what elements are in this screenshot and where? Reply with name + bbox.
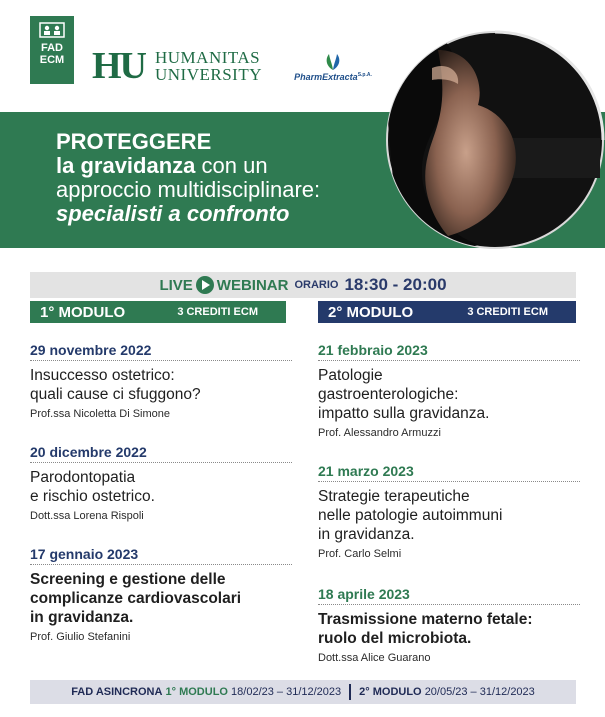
footer-m1-label: 1° MODULO — [165, 686, 228, 698]
session-title — [30, 570, 292, 627]
session-title-line: ruolo del microbiota. — [318, 630, 472, 647]
session-title-line: impatto sulla gravidanza. — [318, 405, 490, 422]
session-date: 21 marzo 2023 — [318, 463, 580, 482]
title-line2 — [56, 154, 416, 178]
module-2-credits: 3 CREDITI ECM — [467, 306, 548, 318]
live-label: LIVE — [159, 276, 193, 294]
session-title-line: Patologie — [318, 367, 383, 384]
pharm-name-text: PharmExtracta — [294, 72, 358, 82]
session-title-line: Parodontopatia — [30, 469, 136, 486]
webinar-label: WEBINAR — [216, 276, 289, 294]
people-icon — [39, 22, 65, 38]
module-2-name: 2° MODULO — [328, 303, 414, 321]
humanitas-line2: UNIVERSITY — [155, 65, 262, 84]
session-title — [318, 487, 580, 544]
pharm-suffix: S.p.A. — [357, 72, 372, 78]
humanitas-logo — [92, 46, 262, 86]
session-date: 20 dicembre 2022 — [30, 444, 292, 463]
humanitas-line1: HUMANITAS — [155, 48, 261, 67]
footer-divider — [349, 684, 351, 700]
session-speaker: Prof. Alessandro Armuzzi — [318, 427, 441, 439]
session-item — [30, 546, 292, 643]
session-title-line: e rischio ostetrico. — [30, 488, 155, 505]
session-title-line: quali cause ci sfuggono? — [30, 386, 201, 403]
session-date: 29 novembre 2022 — [30, 342, 292, 361]
session-title-line: Strategie terapeutiche — [318, 488, 470, 505]
title-line4: specialisti a confronto — [56, 201, 290, 226]
session-item — [318, 463, 580, 560]
session-title-line: in gravidanza. — [318, 526, 415, 543]
fad-asincrona-footer — [30, 680, 576, 704]
session-title-line: Trasmissione materno fetale: — [318, 611, 533, 628]
fad-label: FAD — [41, 42, 63, 54]
module-1-credits: 3 CREDITI ECM — [177, 306, 258, 318]
footer-m2-dates: 20/05/23 – 31/12/2023 — [424, 686, 535, 698]
big-letter: G — [490, 202, 498, 213]
play-icon — [196, 276, 214, 294]
session-title-line: nelle patologie autoimmuni — [318, 507, 503, 524]
session-title-line: complicanze cardiovascolari — [30, 590, 242, 607]
session-title-line: Screening e gestione delle — [30, 571, 226, 588]
module-1-header — [30, 301, 286, 323]
session-title — [30, 366, 292, 404]
session-item — [30, 444, 292, 522]
module-1-name: 1° MODULO — [40, 303, 126, 321]
footer-m2-label: 2° MODULO — [359, 686, 422, 698]
live-webinar-bar — [30, 272, 576, 298]
leaf-icon — [322, 52, 344, 72]
session-title-line: Insuccesso ostetrico: — [30, 367, 175, 384]
title-line2-rest: con un — [195, 153, 268, 178]
session-date: 21 febbraio 2023 — [318, 342, 580, 361]
module-2-header — [318, 301, 576, 323]
session-speaker: Dott.ssa Alice Guarano — [318, 652, 431, 664]
session-title-line: gastroenterologiche: — [318, 386, 459, 403]
session-date: 17 gennaio 2023 — [30, 546, 292, 565]
session-title-line: in gravidanza. — [30, 609, 134, 626]
title-line2-bold: la gravidanza — [56, 153, 196, 178]
humanitas-wordmark — [155, 49, 262, 83]
fad-ecm-badge — [30, 16, 74, 84]
session-title — [318, 610, 580, 648]
session-item — [318, 342, 580, 439]
session-speaker: Prof. Carlo Selmi — [318, 548, 402, 560]
ecm-label: ECM — [39, 54, 65, 66]
session-speaker: Prof.ssa Nicoletta Di Simone — [30, 408, 170, 420]
session-title — [318, 366, 580, 423]
session-date: 18 aprile 2023 — [318, 586, 580, 605]
session-title — [30, 468, 292, 506]
session-speaker: Prof. Giulio Stefanini — [30, 631, 131, 643]
footer-m1-dates: 18/02/23 – 31/12/2023 — [231, 686, 342, 698]
title-line1: PROTEGGERE — [56, 129, 212, 154]
footer-label: FAD ASINCRONA — [71, 686, 163, 698]
session-item — [30, 342, 292, 420]
session-item — [318, 586, 580, 664]
banner-title — [56, 130, 416, 226]
hu-mark: HU — [92, 45, 145, 87]
title-line3: approccio multidisciplinare: — [56, 177, 321, 202]
webinar-time: 18:30 - 20:00 — [344, 275, 447, 294]
session-speaker: Dott.ssa Lorena Rispoli — [30, 510, 144, 522]
orario-label: ORARIO — [294, 279, 339, 291]
